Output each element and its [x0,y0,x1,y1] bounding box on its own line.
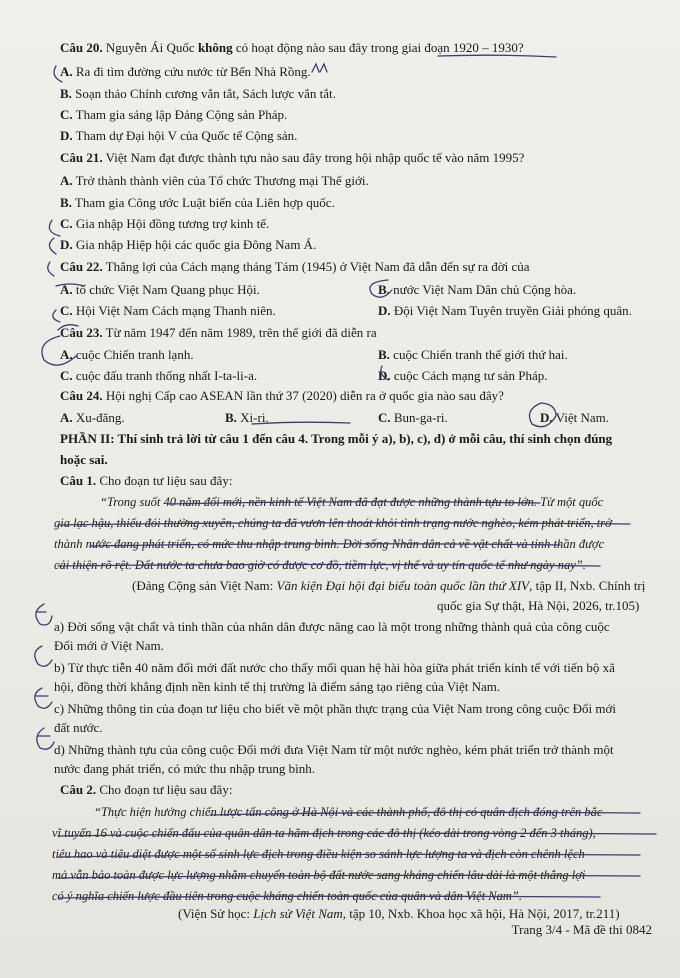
excerpt-line: “Trong suốt 40 năm đổi mới, nền kinh tế Việt Nam đã đạt được những thành tựu to lớn. Từ một quốc [100,495,604,509]
option-text: Xu-đăng. [72,410,125,425]
option-key: A. [60,64,73,79]
pen-circle-mark [48,262,54,276]
excerpt-line: “Thực hiện hướng chiến lược tấn công ở Hà Nội và các thành phố, đô thị có quân địch đóng trên bắc [94,805,603,819]
option-q24-c[interactable] [378,410,448,426]
option-text: Đội Việt Nam Tuyên truyền Giải phóng quân. [390,303,632,318]
option-text: Xi-ri. [236,410,269,425]
question-label: Câu 20. [60,40,103,55]
option-key: C. [60,303,73,318]
statement-c[interactable]: c) Những thông tin của đoạn tư liệu cho biết về một phần thực trạng của Việt Nam trong công cuộc Đổi mới [54,701,617,716]
question-21 [60,150,524,166]
pen-true-false-mark [35,688,52,708]
option-q20-d[interactable] [60,128,297,144]
question-text: Nguyễn Ái Quốc [102,40,198,55]
option-text: Gia nhập Hiệp hội các quốc gia Đông Nam Á. [72,237,317,252]
option-text: Gia nhập Hội đồng tương trợ kinh tế. [72,216,270,231]
pen-true-false-mark [36,604,52,625]
statement-c-cont: đất nước. [54,720,103,735]
option-key: A. [60,173,73,188]
option-text: Việt Nam. [552,410,610,425]
question-text: Hội nghị Cấp cao ASEAN lần thứ 37 (2020) diễn ra ở quốc gia nào sau đây? [102,388,504,403]
source-title: Văn kiện Đại hội đại biểu toàn quốc lần thứ XIV [276,578,530,593]
excerpt-line: gia lạc hậu, thiếu đói thường xuyên, chúng ta đã vươn lên thoát khỏi tình trạng nước nghèo, kém phát triển, trở [54,516,612,530]
part2-heading-cont: hoặc sai. [60,452,108,467]
option-key: D. [60,237,73,252]
option-text: cuộc Chiến tranh lạnh. [72,347,194,362]
excerpt-source [178,906,620,922]
option-text: Bun-ga-ri. [390,410,448,425]
option-q24-a[interactable] [60,410,125,426]
source-text: , tập II, Nxb. Chính trị [529,578,646,593]
option-text: cuộc đấu tranh thống nhất I-ta-li-a. [72,368,258,383]
option-key: C. [60,216,73,231]
option-q22-b[interactable] [378,282,576,298]
option-key: C. [378,410,391,425]
option-key: A. [60,347,73,362]
option-text: Ra đi tìm đường cứu nước từ Bến Nhà Rồng. [72,64,311,79]
question-text: Từ năm 1947 đến năm 1989, trên thế giới đã diễn ra [102,325,377,340]
statement-a-cont: Đổi mới ở Việt Nam. [54,638,164,653]
excerpt-line: vĩ tuyến 16 và cuộc chiến đấu của quân dân ta hãm địch trong các đô thị (kéo dài trong vòng 2 đến 3 tháng), [52,826,596,840]
option-q21-a[interactable] [60,173,369,189]
option-key: D. [540,410,553,425]
option-text: Tham gia sáng lập Đảng Cộng sản Pháp. [72,107,288,122]
part2-question-2 [60,782,232,798]
statement-a[interactable]: a) Đời sống vật chất và tinh thần của nhân dân được nâng cao là một trong những thành quả của công cuộc [54,619,610,634]
question-label: Câu 1. [60,473,97,488]
pen-circle-mark [53,310,60,322]
question-label: Câu 23. [60,325,103,340]
option-text: Tham gia Công ước Luật biển của Liên hợp quốc. [71,195,335,210]
option-q24-d[interactable] [540,410,609,426]
option-q23-a[interactable] [60,347,194,363]
question-text-rest: có hoạt động nào sau đây trong giai đoạn 1920 – 1930? [232,40,524,55]
excerpt-line: mà vẫn bảo toàn được lực lượng nhằm chuyển toàn bộ đất nước sang kháng chiến lâu dài là một thắng lợi [52,868,586,882]
pen-circle-mark [49,238,56,254]
question-20 [60,40,524,56]
question-text: Cho đoạn tư liệu sau đây: [96,782,233,797]
question-text: Thắng lợi của Cách mạng tháng Tám (1945) ở Việt Nam đã dẫn đến sự ra đời của [102,259,530,274]
option-key: D. [60,128,73,143]
option-text: Tham dự Đại hội V của Quốc tế Cộng sản. [72,128,298,143]
question-text: Việt Nam đạt được thành tựu nào sau đây trong hội nhập quốc tế vào năm 1995? [102,150,525,165]
option-q24-b[interactable] [225,410,269,426]
part2-question-1 [60,473,232,489]
option-text: cuộc Chiến tranh thế giới thứ hai. [389,347,568,362]
option-q23-b[interactable] [378,347,568,363]
pen-circle-mark [49,220,60,236]
option-text: nước Việt Nam Dân chủ Cộng hòa. [389,282,577,297]
option-key: B. [378,347,390,362]
option-q20-a[interactable] [60,64,311,80]
option-text: cuộc Cách mạng tư sản Pháp. [390,368,548,383]
question-24 [60,388,504,404]
source-text: (Đảng Cộng sản Việt Nam: [132,578,277,593]
excerpt-line: thành nước đang phát triển, có mức thu nhập trung bình. Đời sống Nhân dân cả về vật chất và tinh thần được [54,537,605,551]
option-text: Soạn thảo Chính cương vắn tắt, Sách lược vắn tắt. [71,86,336,101]
statement-d-cont: nước đang phát triển, có mức thu nhập trung bình. [54,761,316,776]
option-q22-c[interactable] [60,303,276,319]
question-label: Câu 22. [60,259,103,274]
source-title: Lịch sử Việt Nam [253,906,343,921]
option-q21-d[interactable] [60,237,316,253]
option-text: Trở thành thành viên của Tổ chức Thương mại Thế giới. [72,173,369,188]
option-q21-b[interactable] [60,195,335,211]
pen-true-false-mark [37,728,54,749]
excerpt-line: có ý nghĩa chiến lược đầu tiên trong cuộc kháng chiến toàn quốc của quân và dân Việt Nam”. [52,889,522,903]
emphasis-text: không [197,40,233,55]
option-key: C. [60,107,73,122]
option-key: B. [60,195,72,210]
pen-true-false-mark [35,646,52,666]
pen-tick-mark [312,64,327,72]
source-text: , tập 10, Nxb. Khoa học xã hội, Hà Nội, 2017, tr.211) [342,906,620,921]
option-key: C. [60,368,73,383]
option-q22-a[interactable] [60,282,260,298]
question-text: Cho đoạn tư liệu sau đây: [96,473,233,488]
excerpt-source [132,578,645,594]
option-key: D. [378,368,391,383]
excerpt-line: tiêu hao và tiêu diệt được một số sinh lực địch trong điều kiện so sánh lực lượng ta và địch còn chênh lệch [52,847,585,861]
question-23 [60,325,377,341]
option-key: D. [378,303,391,318]
question-label: Câu 21. [60,150,103,165]
statement-b-cont: hội, đồng thời khẳng định nền kinh tế thị trường là điểm sáng tạo riêng của Việt Nam. [54,679,501,694]
option-q23-c[interactable] [60,368,257,384]
option-key: B. [225,410,237,425]
option-q21-c[interactable] [60,216,269,232]
statement-d[interactable]: d) Những thành tựu của công cuộc Đổi mới đưa Việt Nam từ một nước nghèo, kém phát triển trở thành một [54,742,614,757]
option-key: A. [60,410,73,425]
question-label: Câu 24. [60,388,103,403]
statement-b[interactable]: b) Từ thực tiễn 40 năm đổi mới đất nước cho thấy mối quan hệ hài hòa giữa phát triển kinh tế với tiến bộ xã [54,660,615,675]
option-key: B. [60,86,72,101]
source-text: (Viện Sử học: [178,906,254,921]
option-q23-d[interactable] [378,368,548,384]
option-text: Hội Việt Nam Cách mạng Thanh niên. [72,303,276,318]
question-label: Câu 2. [60,782,97,797]
option-key: A. [60,282,73,297]
option-q20-b[interactable] [60,86,336,102]
excerpt-line: cải thiện rõ rệt. Đất nước ta chưa bao giờ có được cơ đồ, tiềm lực, vị thế và uy tín quốc tế như ngày nay”. [54,558,586,572]
option-text: tổ chức Việt Nam Quang phục Hội. [72,282,260,297]
part2-heading: PHẦN II: Thí sinh trả lời từ câu 1 đến câu 4. Trong mỗi ý a), b), c), d) ở mỗi câu, thí sinh chọn đúng [60,431,613,446]
question-22 [60,259,530,275]
excerpt-source-cont: quốc gia Sự thật, Hà Nội, 2026, tr.105) [437,598,640,613]
option-q20-c[interactable] [60,107,287,123]
option-q22-d[interactable] [378,303,632,319]
option-key: B. [378,282,390,297]
page-footer: Trang 3/4 - Mã đề thi 0842 [511,922,652,937]
